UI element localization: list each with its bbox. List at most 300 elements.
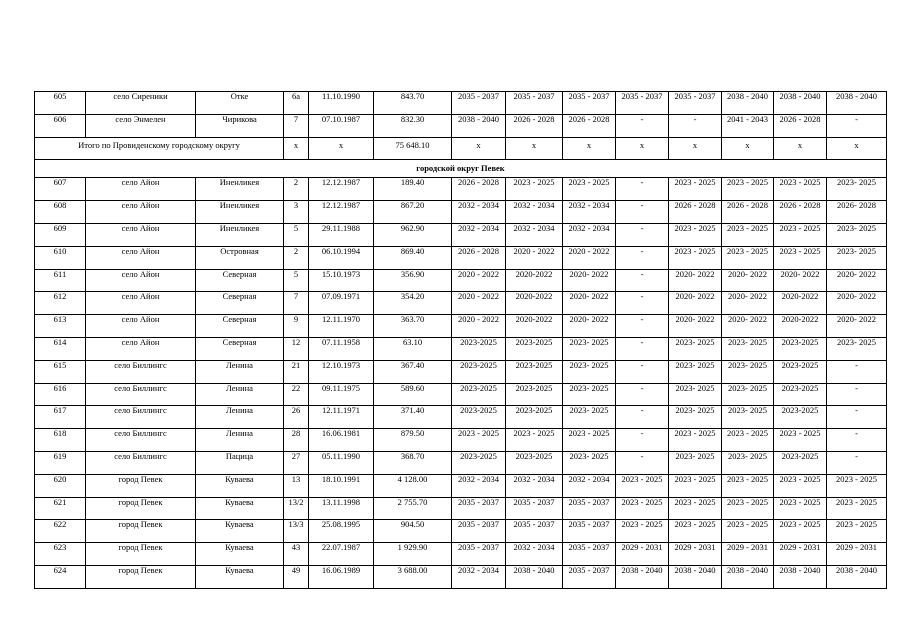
period-1-cell: 2035 - 2037 xyxy=(452,520,506,543)
period-5-cell: 2035 - 2037 xyxy=(669,92,722,115)
settlement-cell: село Айон xyxy=(86,223,196,246)
period-4-cell: - xyxy=(616,292,669,315)
area-cell: 368.70 xyxy=(374,451,452,474)
period-1-cell: 2032 - 2034 xyxy=(452,223,506,246)
area-cell: 63.10 xyxy=(374,337,452,360)
street-cell: Чирикова xyxy=(196,114,284,137)
row-number: 614 xyxy=(35,337,86,360)
row-number: 624 xyxy=(35,565,86,588)
house-cell: 13/2 xyxy=(284,497,309,520)
table-row xyxy=(35,223,887,246)
period-3-cell: 2023- 2025 xyxy=(563,383,616,406)
schedule-table xyxy=(34,91,887,589)
period-1-cell: 2035 - 2037 xyxy=(452,497,506,520)
period-6-cell: 2023 - 2025 xyxy=(722,497,774,520)
period-6-cell: 2023 - 2025 xyxy=(722,474,774,497)
row-number: 622 xyxy=(35,520,86,543)
area-cell: 371.40 xyxy=(374,406,452,429)
period-6-cell: 2023- 2025 xyxy=(722,337,774,360)
total-label: Итого по Провиденскому городскому округу xyxy=(35,137,284,160)
period-4-cell: - xyxy=(616,429,669,452)
date-cell: 07.11.1958 xyxy=(309,337,374,360)
settlement-cell: село Айон xyxy=(86,315,196,338)
table-body xyxy=(35,92,887,589)
period-7-cell: 2023 - 2025 xyxy=(774,246,827,269)
street-cell: Иненликея xyxy=(196,223,284,246)
date-cell: 07.10.1987 xyxy=(309,114,374,137)
period-4-cell: - xyxy=(616,246,669,269)
total-p2-cell: х xyxy=(506,137,563,160)
period-5-cell: 2023 - 2025 xyxy=(669,246,722,269)
period-5-cell: 2023 - 2025 xyxy=(669,520,722,543)
total-p5-cell: х xyxy=(669,137,722,160)
period-5-cell: 2023- 2025 xyxy=(669,451,722,474)
period-4-cell: - xyxy=(616,178,669,201)
house-cell: 7 xyxy=(284,292,309,315)
period-2-cell: 2023-2025 xyxy=(506,451,563,474)
period-3-cell: 2023- 2025 xyxy=(563,360,616,383)
date-cell: 06.10.1994 xyxy=(309,246,374,269)
period-6-cell: 2023 - 2025 xyxy=(722,178,774,201)
area-cell: 589.60 xyxy=(374,383,452,406)
period-2-cell: 2023 - 2025 xyxy=(506,178,563,201)
house-cell: 12 xyxy=(284,337,309,360)
period-8-cell: - xyxy=(827,406,887,429)
total-p8-cell: х xyxy=(827,137,887,160)
period-8-cell: 2023 - 2025 xyxy=(827,497,887,520)
street-cell: Отке xyxy=(196,92,284,115)
area-cell: 843.70 xyxy=(374,92,452,115)
street-cell: Ленина xyxy=(196,360,284,383)
period-7-cell: 2023 - 2025 xyxy=(774,497,827,520)
table-row xyxy=(35,429,887,452)
period-5-cell: 2020- 2022 xyxy=(669,269,722,292)
settlement-cell: село Айон xyxy=(86,292,196,315)
period-8-cell: - xyxy=(827,451,887,474)
period-7-cell: 2038 - 2040 xyxy=(774,92,827,115)
period-5-cell: 2020- 2022 xyxy=(669,292,722,315)
period-5-cell: 2038 - 2040 xyxy=(669,565,722,588)
row-number: 607 xyxy=(35,178,86,201)
period-1-cell: 2023-2025 xyxy=(452,360,506,383)
street-cell: Куваева xyxy=(196,474,284,497)
period-2-cell: 2026 - 2028 xyxy=(506,114,563,137)
period-8-cell: 2023 - 2025 xyxy=(827,474,887,497)
street-cell: Пацица xyxy=(196,451,284,474)
period-7-cell: 2023 - 2025 xyxy=(774,520,827,543)
date-cell: 11.10.1990 xyxy=(309,92,374,115)
period-6-cell: 2023- 2025 xyxy=(722,383,774,406)
period-8-cell: 2023- 2025 xyxy=(827,337,887,360)
settlement-cell: город Певек xyxy=(86,565,196,588)
period-4-cell: - xyxy=(616,406,669,429)
period-3-cell: 2020- 2022 xyxy=(563,315,616,338)
date-cell: 05.11.1990 xyxy=(309,451,374,474)
settlement-cell: город Певек xyxy=(86,543,196,566)
period-3-cell: 2020- 2022 xyxy=(563,292,616,315)
row-number: 605 xyxy=(35,92,86,115)
period-1-cell: 2035 - 2037 xyxy=(452,92,506,115)
housing-schedule-sheet xyxy=(34,91,886,589)
period-8-cell: 2020- 2022 xyxy=(827,292,887,315)
period-3-cell: 2023- 2025 xyxy=(563,451,616,474)
period-8-cell: - xyxy=(827,114,887,137)
section-title: городской округ Певек xyxy=(35,160,887,178)
period-8-cell: 2038 - 2040 xyxy=(827,565,887,588)
table-row xyxy=(35,497,887,520)
house-cell: 2 xyxy=(284,246,309,269)
date-cell: 25.08.1995 xyxy=(309,520,374,543)
area-cell: 1 929.90 xyxy=(374,543,452,566)
period-2-cell: 2035 - 2037 xyxy=(506,92,563,115)
period-7-cell: 2023 - 2025 xyxy=(774,178,827,201)
row-number: 619 xyxy=(35,451,86,474)
settlement-cell: село Сиреники xyxy=(86,92,196,115)
period-7-cell: 2023-2025 xyxy=(774,451,827,474)
area-cell: 189.40 xyxy=(374,178,452,201)
period-8-cell: - xyxy=(827,360,887,383)
period-6-cell: 2038 - 2040 xyxy=(722,92,774,115)
period-7-cell: 2023-2025 xyxy=(774,360,827,383)
settlement-cell: город Певек xyxy=(86,497,196,520)
house-cell: 7 xyxy=(284,114,309,137)
period-5-cell: 2023- 2025 xyxy=(669,337,722,360)
row-number: 613 xyxy=(35,315,86,338)
area-cell: 832.30 xyxy=(374,114,452,137)
area-cell: 3 688.00 xyxy=(374,565,452,588)
period-4-cell: 2035 - 2037 xyxy=(616,92,669,115)
date-cell: 16.06.1989 xyxy=(309,565,374,588)
date-cell: 22.07.1987 xyxy=(309,543,374,566)
street-cell: Островная xyxy=(196,246,284,269)
period-1-cell: 2023-2025 xyxy=(452,337,506,360)
period-5-cell: 2023- 2025 xyxy=(669,406,722,429)
period-3-cell: 2035 - 2037 xyxy=(563,520,616,543)
row-number: 623 xyxy=(35,543,86,566)
row-number: 606 xyxy=(35,114,86,137)
row-number: 610 xyxy=(35,246,86,269)
period-4-cell: - xyxy=(616,223,669,246)
house-cell: 5 xyxy=(284,223,309,246)
period-1-cell: 2038 - 2040 xyxy=(452,114,506,137)
period-4-cell: - xyxy=(616,315,669,338)
period-6-cell: 2023- 2025 xyxy=(722,451,774,474)
date-cell: 12.11.1970 xyxy=(309,315,374,338)
area-cell: 356.90 xyxy=(374,269,452,292)
street-cell: Ленина xyxy=(196,429,284,452)
period-8-cell: 2023- 2025 xyxy=(827,223,887,246)
street-cell: Куваева xyxy=(196,543,284,566)
table-row xyxy=(35,92,887,115)
period-1-cell: 2026 - 2028 xyxy=(452,246,506,269)
period-2-cell: 2032 - 2034 xyxy=(506,474,563,497)
period-2-cell: 2023-2025 xyxy=(506,383,563,406)
period-1-cell: 2026 - 2028 xyxy=(452,178,506,201)
period-3-cell: 2032 - 2034 xyxy=(563,474,616,497)
area-cell: 4 128.00 xyxy=(374,474,452,497)
street-cell: Куваева xyxy=(196,565,284,588)
total-house-cell: х xyxy=(284,137,309,160)
period-2-cell: 2023-2025 xyxy=(506,406,563,429)
total-date-cell: х xyxy=(309,137,374,160)
period-3-cell: 2023- 2025 xyxy=(563,406,616,429)
table-row xyxy=(35,315,887,338)
period-4-cell: - xyxy=(616,201,669,224)
street-cell: Куваева xyxy=(196,497,284,520)
period-7-cell: 2020-2022 xyxy=(774,315,827,338)
period-5-cell: 2023- 2025 xyxy=(669,360,722,383)
period-2-cell: 2032 - 2034 xyxy=(506,201,563,224)
house-cell: 21 xyxy=(284,360,309,383)
period-6-cell: 2026 - 2028 xyxy=(722,201,774,224)
table-row xyxy=(35,114,887,137)
period-6-cell: 2020- 2022 xyxy=(722,315,774,338)
period-7-cell: 2026 - 2028 xyxy=(774,201,827,224)
period-7-cell: 2026 - 2028 xyxy=(774,114,827,137)
date-cell: 12.11.1971 xyxy=(309,406,374,429)
period-5-cell: 2026 - 2028 xyxy=(669,201,722,224)
period-8-cell: 2023- 2025 xyxy=(827,178,887,201)
period-8-cell: 2020- 2022 xyxy=(827,269,887,292)
period-6-cell: 2020- 2022 xyxy=(722,292,774,315)
settlement-cell: село Биллингс xyxy=(86,406,196,429)
period-1-cell: 2020 - 2022 xyxy=(452,269,506,292)
table-row xyxy=(35,246,887,269)
period-1-cell: 2032 - 2034 xyxy=(452,474,506,497)
row-number: 612 xyxy=(35,292,86,315)
area-cell: 2 755.70 xyxy=(374,497,452,520)
row-number: 611 xyxy=(35,269,86,292)
settlement-cell: город Певек xyxy=(86,474,196,497)
period-3-cell: 2023 - 2025 xyxy=(563,429,616,452)
period-2-cell: 2020-2022 xyxy=(506,315,563,338)
period-6-cell: 2023 - 2025 xyxy=(722,429,774,452)
period-2-cell: 2035 - 2037 xyxy=(506,497,563,520)
period-8-cell: 2023 - 2025 xyxy=(827,520,887,543)
period-5-cell: 2029 - 2031 xyxy=(669,543,722,566)
period-2-cell: 2023-2025 xyxy=(506,337,563,360)
house-cell: 6а xyxy=(284,92,309,115)
period-4-cell: 2038 - 2040 xyxy=(616,565,669,588)
period-3-cell: 2032 - 2034 xyxy=(563,223,616,246)
house-cell: 13/3 xyxy=(284,520,309,543)
period-7-cell: 2023-2025 xyxy=(774,406,827,429)
table-row xyxy=(35,383,887,406)
settlement-cell: село Биллингс xyxy=(86,429,196,452)
table-row xyxy=(35,178,887,201)
street-cell: Иненликея xyxy=(196,178,284,201)
period-6-cell: 2023 - 2025 xyxy=(722,223,774,246)
period-2-cell: 2023-2025 xyxy=(506,360,563,383)
period-6-cell: 2023- 2025 xyxy=(722,360,774,383)
period-1-cell: 2023-2025 xyxy=(452,451,506,474)
row-number: 615 xyxy=(35,360,86,383)
street-cell: Куваева xyxy=(196,520,284,543)
period-6-cell: 2038 - 2040 xyxy=(722,565,774,588)
period-7-cell: 2020-2022 xyxy=(774,292,827,315)
period-4-cell: - xyxy=(616,360,669,383)
street-cell: Ленина xyxy=(196,383,284,406)
period-3-cell: 2026 - 2028 xyxy=(563,114,616,137)
total-p1-cell: х xyxy=(452,137,506,160)
period-1-cell: 2023-2025 xyxy=(452,406,506,429)
total-p3-cell: х xyxy=(563,137,616,160)
period-3-cell: 2035 - 2037 xyxy=(563,497,616,520)
house-cell: 27 xyxy=(284,451,309,474)
area-cell: 363.70 xyxy=(374,315,452,338)
period-4-cell: 2023 - 2025 xyxy=(616,520,669,543)
table-row xyxy=(35,474,887,497)
period-3-cell: 2035 - 2037 xyxy=(563,565,616,588)
table-row xyxy=(35,292,887,315)
date-cell: 13.11.1998 xyxy=(309,497,374,520)
table-row xyxy=(35,565,887,588)
total-p6-cell: х xyxy=(722,137,774,160)
period-1-cell: 2032 - 2034 xyxy=(452,565,506,588)
date-cell: 12.12.1987 xyxy=(309,201,374,224)
period-4-cell: - xyxy=(616,269,669,292)
period-3-cell: 2023 - 2025 xyxy=(563,178,616,201)
house-cell: 26 xyxy=(284,406,309,429)
table-row xyxy=(35,543,887,566)
period-6-cell: 2023- 2025 xyxy=(722,406,774,429)
area-cell: 867.20 xyxy=(374,201,452,224)
period-6-cell: 2023 - 2025 xyxy=(722,246,774,269)
row-number: 617 xyxy=(35,406,86,429)
table-row xyxy=(35,360,887,383)
area-cell: 354.20 xyxy=(374,292,452,315)
period-8-cell: 2029 - 2031 xyxy=(827,543,887,566)
period-8-cell: 2026- 2028 xyxy=(827,201,887,224)
area-cell: 904.50 xyxy=(374,520,452,543)
period-1-cell: 2023 - 2025 xyxy=(452,429,506,452)
period-7-cell: 2023 - 2025 xyxy=(774,429,827,452)
period-1-cell: 2023-2025 xyxy=(452,383,506,406)
period-2-cell: 2032 - 2034 xyxy=(506,543,563,566)
period-7-cell: 2023 - 2025 xyxy=(774,223,827,246)
period-1-cell: 2032 - 2034 xyxy=(452,201,506,224)
period-4-cell: 2029 - 2031 xyxy=(616,543,669,566)
date-cell: 18.10.1991 xyxy=(309,474,374,497)
settlement-cell: село Биллингс xyxy=(86,360,196,383)
period-8-cell: 2038 - 2040 xyxy=(827,92,887,115)
period-7-cell: 2023 - 2025 xyxy=(774,474,827,497)
period-7-cell: 2029 - 2031 xyxy=(774,543,827,566)
period-3-cell: 2023- 2025 xyxy=(563,337,616,360)
period-4-cell: - xyxy=(616,114,669,137)
settlement-cell: село Энмелен xyxy=(86,114,196,137)
house-cell: 5 xyxy=(284,269,309,292)
table-row xyxy=(35,337,887,360)
house-cell: 22 xyxy=(284,383,309,406)
period-5-cell: 2023 - 2025 xyxy=(669,474,722,497)
period-2-cell: 2035 - 2037 xyxy=(506,520,563,543)
period-4-cell: 2023 - 2025 xyxy=(616,474,669,497)
period-5-cell: 2023 - 2025 xyxy=(669,223,722,246)
period-6-cell: 2020- 2022 xyxy=(722,269,774,292)
street-cell: Северная xyxy=(196,269,284,292)
street-cell: Ленина xyxy=(196,406,284,429)
total-row xyxy=(35,137,887,160)
period-7-cell: 2038 - 2040 xyxy=(774,565,827,588)
date-cell: 09.11.1975 xyxy=(309,383,374,406)
period-8-cell: 2020- 2022 xyxy=(827,315,887,338)
section-row xyxy=(35,160,887,178)
period-3-cell: 2020 - 2022 xyxy=(563,246,616,269)
settlement-cell: село Биллингс xyxy=(86,383,196,406)
period-5-cell: - xyxy=(669,114,722,137)
table-row xyxy=(35,201,887,224)
house-cell: 43 xyxy=(284,543,309,566)
period-6-cell: 2041 - 2043 xyxy=(722,114,774,137)
table-row xyxy=(35,451,887,474)
period-1-cell: 2035 - 2037 xyxy=(452,543,506,566)
period-5-cell: 2020- 2022 xyxy=(669,315,722,338)
period-3-cell: 2035 - 2037 xyxy=(563,92,616,115)
area-cell: 962.90 xyxy=(374,223,452,246)
settlement-cell: село Айон xyxy=(86,246,196,269)
date-cell: 12.12.1987 xyxy=(309,178,374,201)
period-5-cell: 2023- 2025 xyxy=(669,383,722,406)
street-cell: Иненликея xyxy=(196,201,284,224)
row-number: 621 xyxy=(35,497,86,520)
area-cell: 879.50 xyxy=(374,429,452,452)
period-2-cell: 2038 - 2040 xyxy=(506,565,563,588)
date-cell: 15.10.1973 xyxy=(309,269,374,292)
table-row xyxy=(35,269,887,292)
period-7-cell: 2020- 2022 xyxy=(774,269,827,292)
period-2-cell: 2023 - 2025 xyxy=(506,429,563,452)
period-8-cell: - xyxy=(827,383,887,406)
total-area-cell: 75 648.10 xyxy=(374,137,452,160)
house-cell: 28 xyxy=(284,429,309,452)
row-number: 609 xyxy=(35,223,86,246)
street-cell: Северная xyxy=(196,292,284,315)
settlement-cell: село Биллингс xyxy=(86,451,196,474)
period-7-cell: 2023-2025 xyxy=(774,337,827,360)
house-cell: 49 xyxy=(284,565,309,588)
period-4-cell: - xyxy=(616,337,669,360)
period-4-cell: - xyxy=(616,383,669,406)
period-8-cell: - xyxy=(827,429,887,452)
period-7-cell: 2023-2025 xyxy=(774,383,827,406)
period-2-cell: 2020-2022 xyxy=(506,292,563,315)
date-cell: 12.10.1973 xyxy=(309,360,374,383)
period-5-cell: 2023 - 2025 xyxy=(669,429,722,452)
area-cell: 367.40 xyxy=(374,360,452,383)
period-2-cell: 2032 - 2034 xyxy=(506,223,563,246)
period-5-cell: 2023 - 2025 xyxy=(669,178,722,201)
row-number: 608 xyxy=(35,201,86,224)
settlement-cell: село Айон xyxy=(86,201,196,224)
house-cell: 9 xyxy=(284,315,309,338)
period-6-cell: 2023 - 2025 xyxy=(722,520,774,543)
period-5-cell: 2023 - 2025 xyxy=(669,497,722,520)
period-3-cell: 2020- 2022 xyxy=(563,269,616,292)
period-1-cell: 2020 - 2022 xyxy=(452,292,506,315)
house-cell: 2 xyxy=(284,178,309,201)
table-row xyxy=(35,520,887,543)
settlement-cell: город Певек xyxy=(86,520,196,543)
period-4-cell: - xyxy=(616,451,669,474)
period-1-cell: 2020 - 2022 xyxy=(452,315,506,338)
house-cell: 13 xyxy=(284,474,309,497)
date-cell: 07.09.1971 xyxy=(309,292,374,315)
street-cell: Северная xyxy=(196,315,284,338)
total-p7-cell: х xyxy=(774,137,827,160)
date-cell: 16.06.1981 xyxy=(309,429,374,452)
street-cell: Северная xyxy=(196,337,284,360)
